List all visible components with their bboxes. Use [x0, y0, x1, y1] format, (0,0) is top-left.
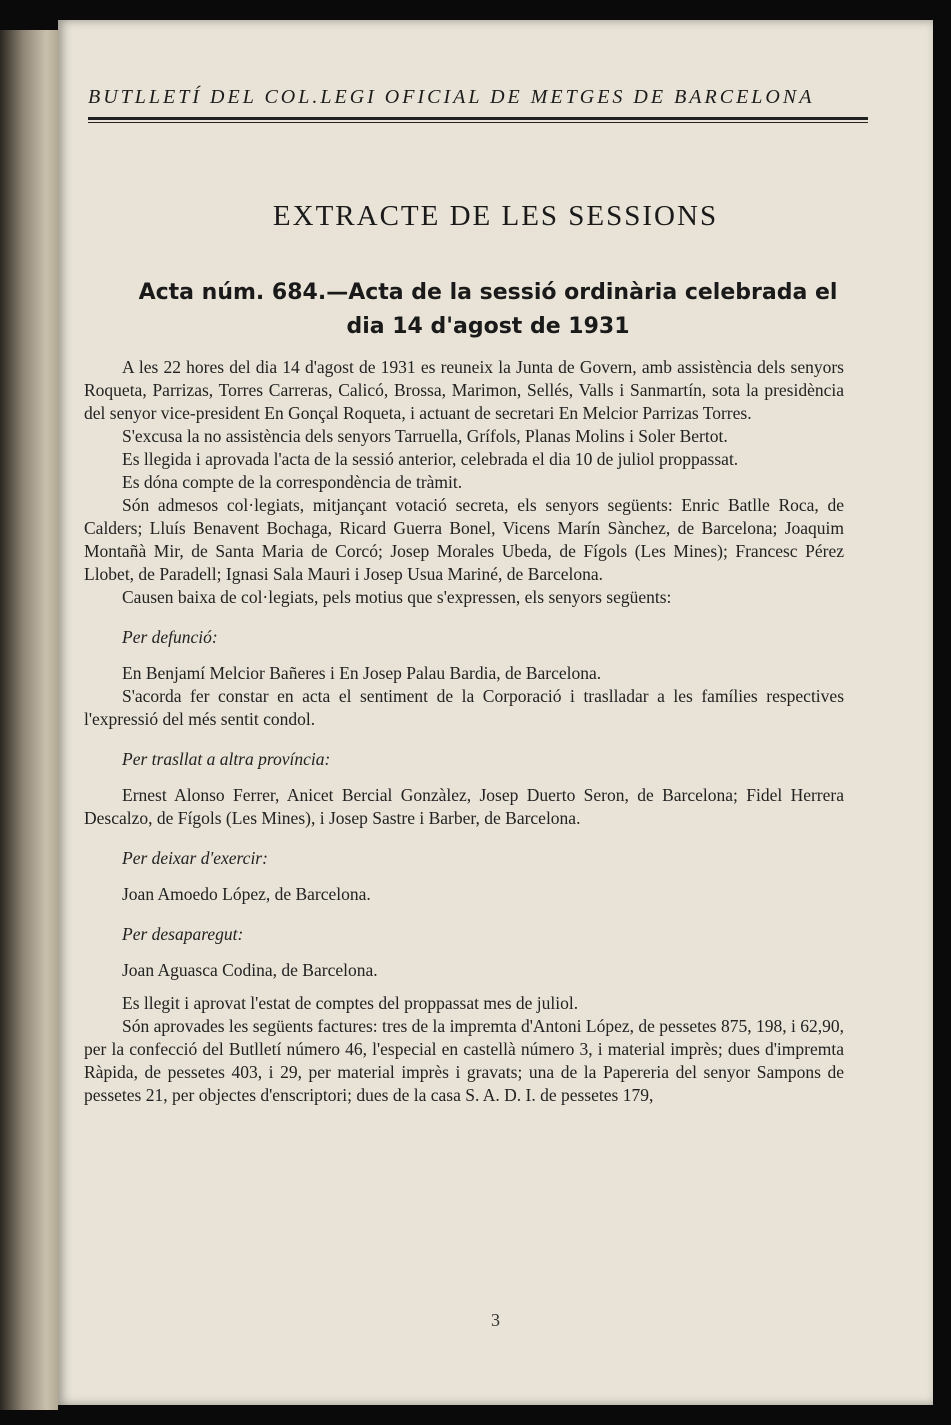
paragraph-new-members: Són admesos col·legiats, mitjançant votació secreta, els senyors següents: Enric Batlle Roca, de Calders; Lluís Benavent Bochaga, Ricard Guerra Bonel, Vicens Marín Sànchez, de Barcelona; Joaquim Montañà Mir, de Santa Maria de Corcó; Josep Morales Ubeda, de Fígols (Les Mines); Francesc Pérez Llobet, de Paradell; Ignasi Sala Mauri i Josep Usua Mariné, de Barcelona. [84, 495, 844, 584]
running-header: BUTLLETÍ DEL COL.LEGI OFICIAL DE METGES DE BARCELONA [88, 86, 815, 108]
header-rule-thick [88, 117, 868, 120]
paragraph-condolences: S'acorda fer constar en acta el sentiment de la Corporació i traslladar a les famílies respectives l'expressió del més sentit condol. [84, 686, 844, 729]
paragraph-deceased: En Benjamí Melcior Bañeres i En Josep Palau Bardia, de Barcelona. [122, 663, 602, 683]
header-rule-thin [88, 122, 868, 123]
paragraph-missing: Joan Aguasca Codina, de Barcelona. [122, 960, 378, 980]
paragraph-accounts: Es llegit i aprovat l'estat de comptes del proppassat mes de juliol. [122, 993, 579, 1013]
subheading-deceased: Per defunció: [122, 627, 218, 647]
act-heading: Acta núm. 684.—Acta de la sessió ordinària celebrada el dia 14 d'agost de 1931 [138, 280, 838, 339]
document-page [58, 20, 933, 1405]
subheading-missing: Per desaparegut: [122, 924, 244, 944]
paragraph-minutes-approved: Es llegida i aprovada l'acta de la sessió anterior, celebrada el dia 10 de juliol proppassat. [122, 449, 739, 469]
page-number: 3 [491, 1310, 500, 1330]
paragraph-invoices: Són aprovades les següents factures: tres de la impremta d'Antoni López, de pessetes 875, 198, i 62,90, per la confecció del Butlletí número 46, l'especial en castellà número 3, i material imprès; dues d'impremta Ràpida, de pessetes 403, i 29, per material imprès i gravats; una de la Papereria del senyor Sampons de pessetes 21, per objectes d'enscriptori; dues de la casa S. A. D. I. de pessetes 179, [84, 1016, 844, 1105]
subheading-retired: Per deixar d'exercir: [122, 848, 268, 868]
paragraph-transfer: Ernest Alonso Ferrer, Anicet Bercial Gonzàlez, Josep Duerto Seron, de Barcelona; Fidel Herrera Descalzo, de Fígols (Les Mines), i Josep Sastre i Barber, de Barcelona. [84, 785, 844, 828]
paragraph-attendance: A les 22 hores del dia 14 d'agost de 1931 es reuneix la Junta de Govern, amb assistència dels senyors Roqueta, Parrizas, Torres Carreras, Calicó, Brossa, Marimon, Sellés, Valls i Sanmartín, sota la presidència del senyor vice-president En Gonçal Roqueta, i actuant de secretari En Melcior Parrizas Torres. [84, 357, 844, 423]
paragraph-retired: Joan Amoedo López, de Barcelona. [122, 884, 371, 904]
paragraph-removals-intro: Causen baixa de col·legiats, pels motius que s'expressen, els senyors següents: [122, 587, 672, 607]
paragraph-excuses: S'excusa la no assistència dels senyors Tarruella, Grífols, Planas Molins i Soler Bertot. [122, 426, 728, 446]
body-text [84, 356, 844, 1107]
paragraph-correspondence: Es dóna compte de la correspondència de tràmit. [122, 472, 463, 492]
section-title: EXTRACTE DE LES SESSIONS [272, 200, 719, 232]
left-page-edge [0, 30, 58, 1410]
subheading-transfer: Per trasllat a altra província: [122, 749, 331, 769]
